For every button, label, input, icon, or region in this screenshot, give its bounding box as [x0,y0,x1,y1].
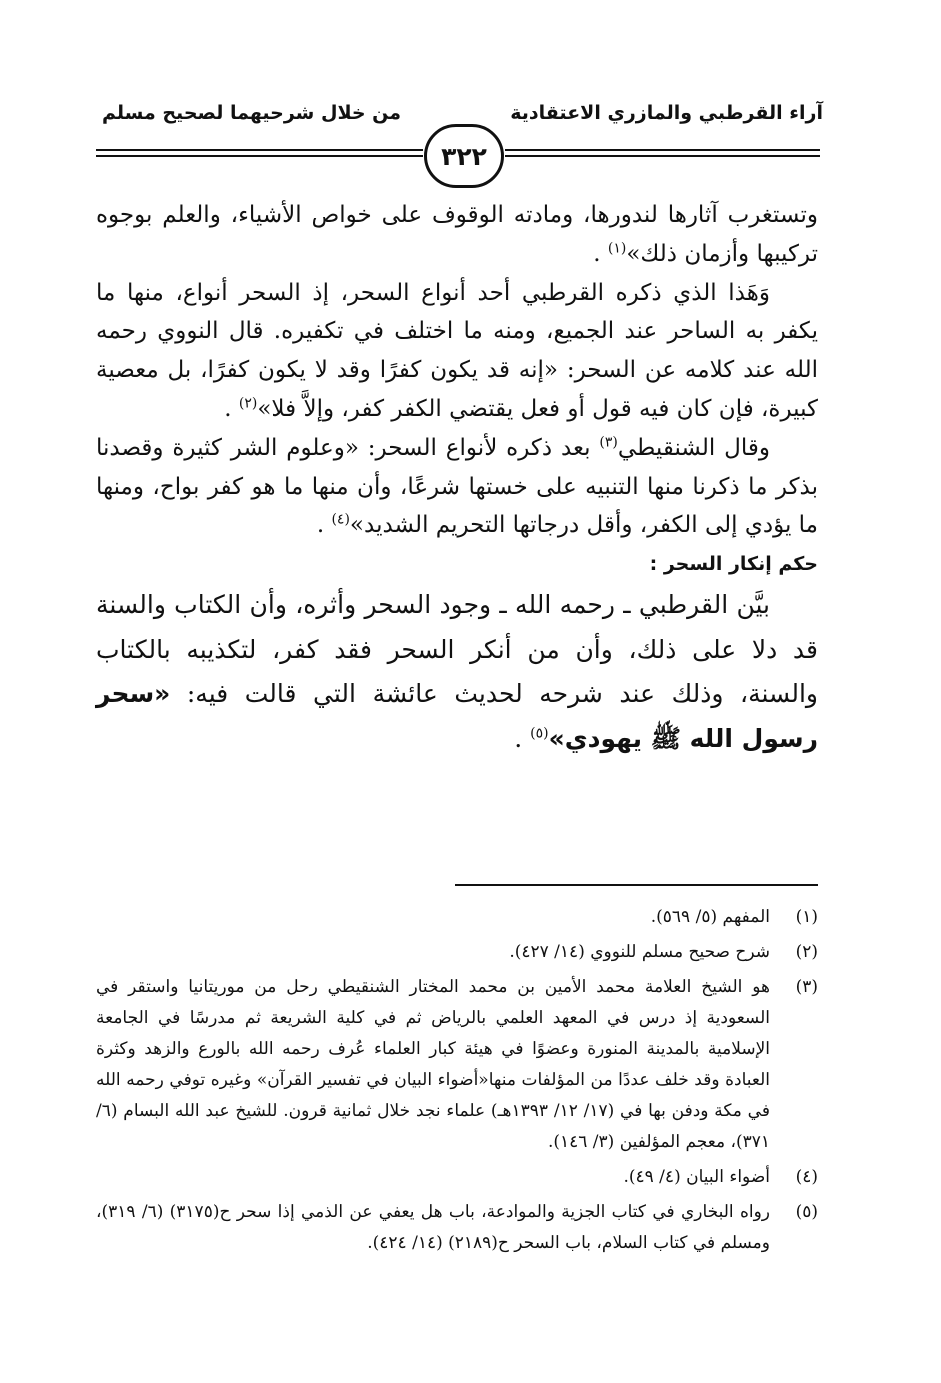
footnote-ref-4: (٤) [331,511,350,528]
header-rule-left-top [96,149,423,151]
footnote-number: (١) [795,907,818,927]
footnote-text: أضواء البيان (٤/ ٤٩). [623,1167,770,1187]
section-heading: حكم إنكار السحر : [649,553,818,576]
footnote-text: المفهم (٥/ ٥٦٩). [650,907,770,927]
paragraph-3: وقال الشنقيطي$^{(٣)}$ بعد ذكره لأنواع السحر: «وعلوم الشر كثيرة وقصدنا بذكر ما ذكرنا منها التنبيه على خستها شرعًا، وأن منها ما هو كفر بواح، ومنها ما يؤدي إلى الكفر، وأقل درجاتها التحريم الشديد»$^{(٤)}$ . [96,434,818,539]
footnote-number: (٣) [795,977,818,997]
footnote-ref-5: (٥) [530,725,549,742]
footnote-text: رواه البخاري في كتاب الجزية والموادعة، باب هل يعفي عن الذمي إذا سحر ح(٣١٧٥) (٦/ ٣١٩)، ومسلم في كتاب السلام، باب السحر ح(٢١٨٩) (١٤/ ٤٢٤). [96,1202,770,1253]
footnotes [96,902,818,1263]
running-title-right: آراء القرطبي والمازري الاعتقادية [510,102,823,124]
footnote-separator [455,884,818,886]
footnote [96,1162,818,1193]
header-rule-left-bottom [96,155,423,157]
main-text [96,196,818,761]
header-rule-right-top [505,149,820,151]
footnote-ref-1: (١) [607,240,627,257]
header-rule-right-bottom [505,155,820,157]
footnote [96,1197,818,1259]
footnote-ref-3: (٣) [599,434,618,451]
footnote [96,937,818,968]
footnote-text: شرح صحيح مسلم للنووي (١٤/ ٤٢٧). [509,942,770,962]
paragraph-4: بيَّن القرطبي ـ رحمه الله ـ وجود السحر وأثره، وأن الكتاب والسنة قد دلا على ذلك، وأن من أنكر السحر فقد كفر، لتكذيبه بالكتاب والسنة، وذلك عند شرحه لحديث عائشة التي قالت فيه: «سحر رسول الله ﷺ يهودي»$^{(٥)}$ . [96,590,818,753]
footnote-number: (٤) [795,1167,818,1187]
footnote-number: (٢) [795,942,818,962]
paragraph-2: وَهَذا الذي ذكره القرطبي أحد أنواع السحر، إذ السحر أنواع، منها ما يكفر به الساحر عند الجميع، ومنه ما اختلف في تكفيره. قال النووي رحمه الله عند كلامه عن السحر: «إنه قد يكون كفرًا وقد لا يكون كفرًا، بل معصية كبيرة، فإن كان فيه قول أو فعل يقتضي الكفر كفر، وإلاَّ فلا»$^{(٢)}$ . [96,279,818,422]
footnote [96,902,818,933]
footnote [96,972,818,1158]
footnote-number: (٥) [795,1202,818,1222]
footnote-text: هو الشيخ العلامة محمد الأمين بن محمد المختار الشنقيطي رحل من موريتانيا واستقر في السعودية إذ درس في المعهد العلمي بالرياض ثم في كلية الشريعة ثم مدرسًا في الجامعة الإسلامية بالمدينة المنورة وعضوًا في هيئة كبار العلماء عُرف رحمه الله بالورع والزهد وكثرة العبادة وقد خلف عددًا من المؤلفات منها«أضواء البيان في تفسير القرآن» وغيره توفي رحمه الله في مكة ودفن بها في (١٧/ ١٢/ ١٣٩٣هـ) علماء نجد خلال ثمانية قرون. للشيخ عبد الله البسام (٦/ ٣٧١)، معجم المؤلفين (٣/ ١٤٦). [96,977,770,1152]
page-number: ٣٢٢ [424,124,504,188]
paragraph-1: وتستغرب آثارها لندورها، ومادته الوقوف على خواص الأشياء، والعلم بوجوه تركيبها وأزمان ذلك»$^{(١)}$ . [96,202,818,267]
footnote-ref-2: (٢) [238,395,258,412]
hadith-quote: «سحر رسول الله ﷺ يهودي» [96,679,818,753]
running-title-left: من خلال شرحيهما لصحيح مسلم [102,102,402,124]
